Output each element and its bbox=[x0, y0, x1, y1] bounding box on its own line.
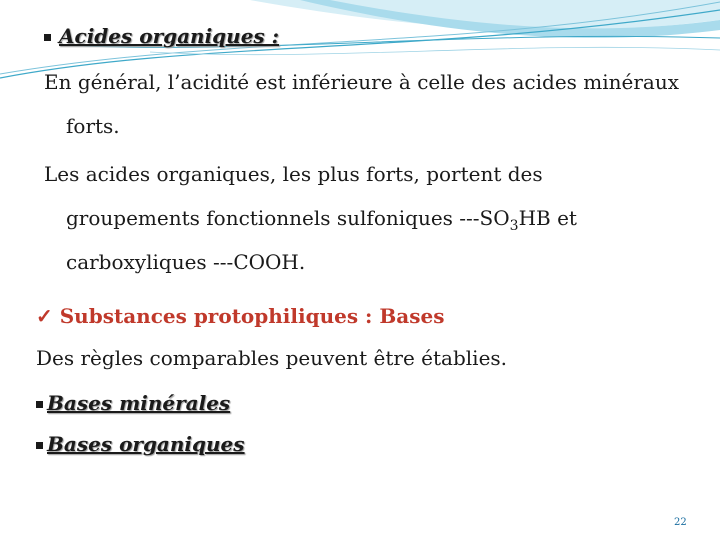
heading-bases-minerales bbox=[36, 391, 230, 415]
square-bullet-icon bbox=[36, 401, 43, 408]
heading-text: Bases minérales bbox=[47, 391, 231, 415]
page-number: 22 bbox=[674, 517, 687, 528]
para2-line2-tail: HB et bbox=[518, 206, 577, 230]
heading-text: Bases organiques bbox=[47, 432, 245, 456]
checkmark-icon: ✓ bbox=[36, 304, 53, 328]
heading-acides-organiques bbox=[44, 24, 279, 48]
heading-bases-organiques bbox=[36, 432, 245, 456]
para2-line2-text: groupements fonctionnels sulfoniques ---SO bbox=[66, 206, 510, 230]
subscript: 3 bbox=[509, 218, 519, 234]
para1-line1: En général, l’acidité est inférieure à celle des acides minéraux bbox=[44, 70, 679, 94]
square-bullet-icon bbox=[44, 34, 51, 41]
square-bullet-icon bbox=[36, 442, 43, 449]
heading-substances-protophiliques bbox=[36, 304, 445, 328]
para3: Des règles comparables peuvent être établies. bbox=[36, 346, 508, 370]
para2-line1: Les acides organiques, les plus forts, portent des bbox=[44, 162, 543, 186]
para1-line2: forts. bbox=[66, 114, 120, 138]
para2-line3: carboxyliques ---COOH. bbox=[66, 250, 306, 274]
para2-line2 bbox=[66, 206, 577, 234]
heading-text: Substances protophiliques : Bases bbox=[59, 304, 445, 328]
heading-text: Acides organiques : bbox=[59, 24, 280, 48]
